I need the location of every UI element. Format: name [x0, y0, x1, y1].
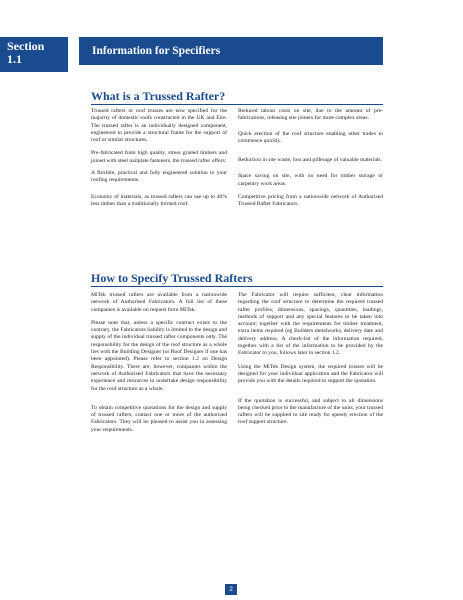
section-label: Section: [7, 39, 45, 53]
heading-rule: [91, 104, 383, 105]
paragraph: Reduced labour costs on site, due to the amount of pre-fabrications, releasing site joiners for more complex areas.: [238, 108, 383, 122]
s1-right-column: [238, 108, 383, 215]
paragraph: MiTek trussed rafters are available from a nationwide network of Authorised Fabricators. A full list of these companies is available on request from MiTek.: [91, 292, 227, 313]
s2-right-column: [238, 292, 383, 433]
paragraph: Trussed rafters or roof trusses are now specified for the majority of domestic roofs constructed in the UK and Eire. The trussed rafter is an individually designed component, engineered to provide a structural frame for the support of roof or similar structures.: [91, 108, 227, 144]
s1-left-column: [91, 108, 227, 214]
section-heading-what: What is a Trussed Rafter?: [91, 89, 226, 103]
s2-left-column: [91, 292, 227, 440]
paragraph: The Fabricator will require sufficient, clear information regarding the roof structure to determine the required trussed rafter profiles, dimensions, spacings, quantities, loadings, methods of support and any special features to be taken into account; together with the requirements for timber treatment, extra items required (eg Builders metalwork), delivery date and delivery address. A check-list of the information required, together with a list of the information to be provided by the Fabricator to you, follows later in section 1.2.: [238, 292, 383, 357]
paragraph: Reduction in site waste, loss and pilferage of valuable materials.: [238, 157, 382, 164]
paragraph: Quick erection of the roof structure enabling other trades to commence quickly.: [238, 130, 383, 144]
section-tab: [0, 37, 68, 72]
paragraph: To obtain competitive quotations for the design and supply of trussed rafters, contact one or more of the authorised Fabricators. They will be pleased to assist you in assessing your requirements.: [91, 404, 227, 433]
page-number: 2: [225, 584, 237, 595]
paragraph: Competitive pricing from a nationwide network of Authorised Trussed Rafter Fabricators.: [238, 194, 383, 208]
paragraph: Space saving on site, with no need for timber storage or carpentry work areas.: [238, 173, 383, 187]
section-heading-how: How to Specify Trussed Rafters: [91, 271, 253, 285]
heading-rule: [91, 286, 383, 287]
paragraph: Economy of materials, as trussed rafters can use up to 40% less timber than a traditionally formed roof.: [91, 193, 227, 207]
section-number: 1.1: [7, 52, 22, 66]
paragraph: Please note that, unless a specific contract exists to the contrary, the Fabricators liability is limited to the design and supply of the individual trussed rafter components only. The responsibility for the design of the roof structure as a whole lies with the Building Designer (or Roof Designer if one has been appointed). Please refer to section 1.2 on Design Responsibility. There are, however, companies within the network of Authorised Fabricators that have the necessary experience and resources to undertake design responsibility for the roof structure as a whole.: [91, 319, 227, 392]
header-bar: [79, 37, 383, 65]
paragraph: Pre-fabricated from high quality, stress graded timbers and joined with steel nailplate fasteners, the trussed rafter offers:: [91, 150, 227, 164]
paragraph: If the quotation is successful, and subject to all dimensions being checked prior to the manufacture of the units, your trussed rafters will be supplied to site ready for speedy erection of the roof support structure.: [238, 397, 383, 426]
paragraph: Using the MiTek Design system, the required trusses will be designed for your individual application and the Fabricator will provide you with the details required to support the quotation.: [238, 363, 383, 385]
paragraph: A flexible, practical and fully engineered solution to your roofing requirements.: [91, 170, 227, 184]
page-title: Information for Specifiers: [92, 45, 221, 57]
